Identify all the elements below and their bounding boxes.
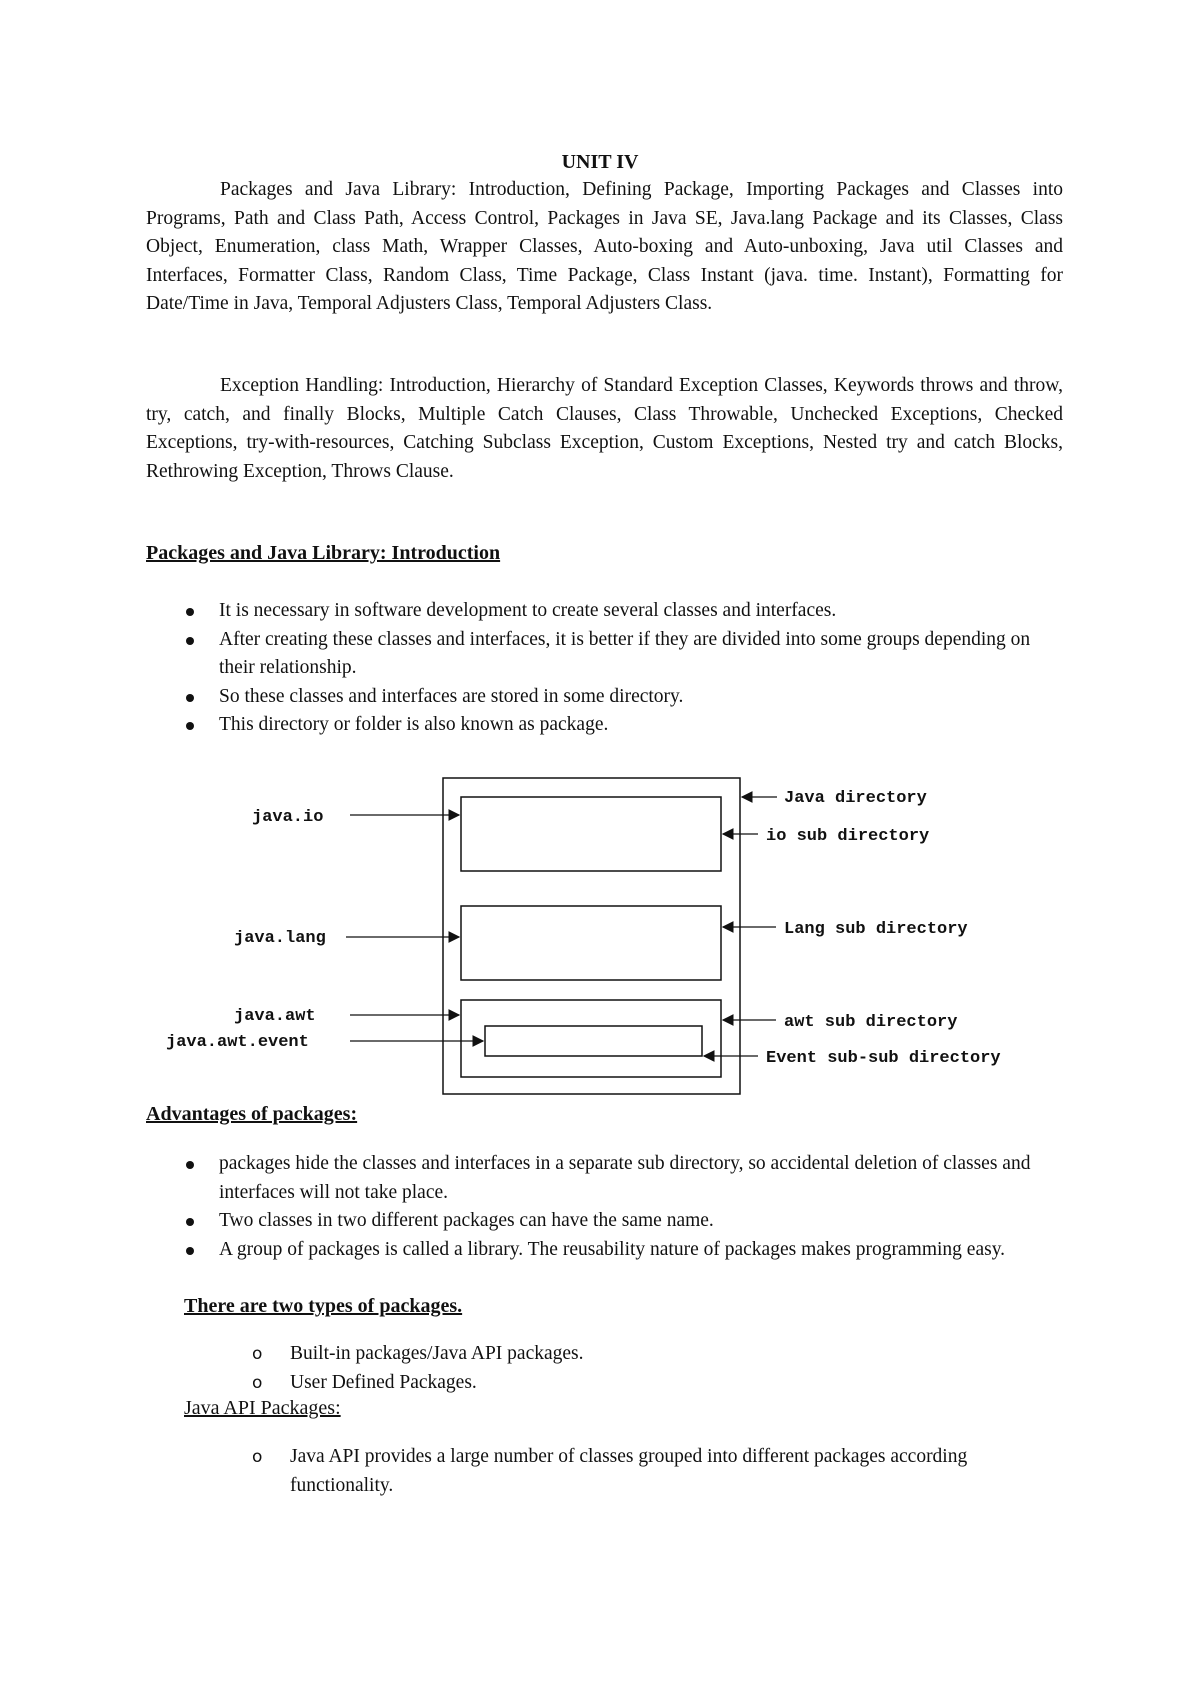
java-api-list [252, 1443, 1072, 1500]
io-subdirectory-label: io sub directory [766, 827, 930, 846]
list-item: After creating these classes and interfaces, it is better if they are divided into some groups depending on their relationship. [146, 626, 1046, 683]
java-directory-label: Java directory [784, 789, 927, 808]
java-io-label: java.io [252, 808, 324, 827]
package-types-list [252, 1340, 1072, 1397]
lang-subdirectory-box [461, 906, 721, 980]
section-heading-introduction: Packages and Java Library: Introduction [146, 542, 501, 564]
java-lang-label: java.lang [234, 929, 326, 948]
introduction-bullet-list [146, 597, 1046, 740]
java-awt-event-label: java.awt.event [166, 1033, 309, 1052]
list-item: packages hide the classes and interfaces in a separate sub directory, so accidental deletion of classes and interfaces will not take place. [146, 1150, 1046, 1207]
exception-paragraph: Exception Handling: Introduction, Hierarchy of Standard Exception Classes, Keywords throws and throw, try, catch, and finally Blocks, Multiple Catch Clauses, Class Throwable, Unchecked Exceptions, Checked Exceptions, try-with-resources, Catching Subclass Exception, Custom Exceptions, Nested try and catch Blocks, Rethrowing Exception, Throws Clause. [146, 375, 1063, 482]
list-item: Two classes in two different packages can have the same name. [146, 1207, 1046, 1236]
list-item: o Java API provides a large number of classes grouped into different packages according functionality. [252, 1443, 1072, 1500]
section-heading-package-types: There are two types of packages. [184, 1295, 463, 1317]
java-awt-label: java.awt [234, 1007, 316, 1026]
section-heading-java-api: Java API Packages: [184, 1397, 341, 1419]
list-item: o Built-in packages/Java API packages. [252, 1340, 1072, 1369]
event-subsubdirectory-box [485, 1026, 702, 1056]
list-item: A group of packages is called a library. The reusability nature of packages makes programming easy. [146, 1236, 1046, 1265]
lang-subdirectory-label: Lang sub directory [784, 920, 968, 939]
io-subdirectory-box [461, 797, 721, 871]
java-directory-box [443, 778, 740, 1094]
list-item: It is necessary in software development to create several classes and interfaces. [146, 597, 1046, 626]
package-directory-diagram [150, 770, 1070, 1110]
intro-paragraph: Packages and Java Library: Introduction, Defining Package, Importing Packages and Classes into Programs, Path and Class Path, Access Control, Packages in Java SE, Java.lang Package and its Classes, Class Object, Enumeration, class Math, Wrapper Classes, Auto-boxing and Auto-unboxing, Java util Classes and Interfaces, Formatter Class, Random Class, Time Package, Class Instant (java. time. Instant), Formatting for Date/Time in Java, Temporal Adjusters Class, Temporal Adjusters Class. [146, 179, 1063, 314]
awt-subdirectory-box [461, 1000, 721, 1077]
unit-title: UNIT IV [561, 151, 639, 173]
list-item: So these classes and interfaces are stored in some directory. [146, 683, 1046, 712]
list-item: o User Defined Packages. [252, 1369, 1072, 1398]
advantages-bullet-list [146, 1150, 1046, 1264]
awt-subdirectory-label: awt sub directory [784, 1013, 958, 1032]
event-subsubdirectory-label: Event sub-sub directory [766, 1049, 1001, 1068]
section-heading-advantages: Advantages of packages: [146, 1103, 358, 1125]
list-item: This directory or folder is also known as package. [146, 711, 1046, 740]
